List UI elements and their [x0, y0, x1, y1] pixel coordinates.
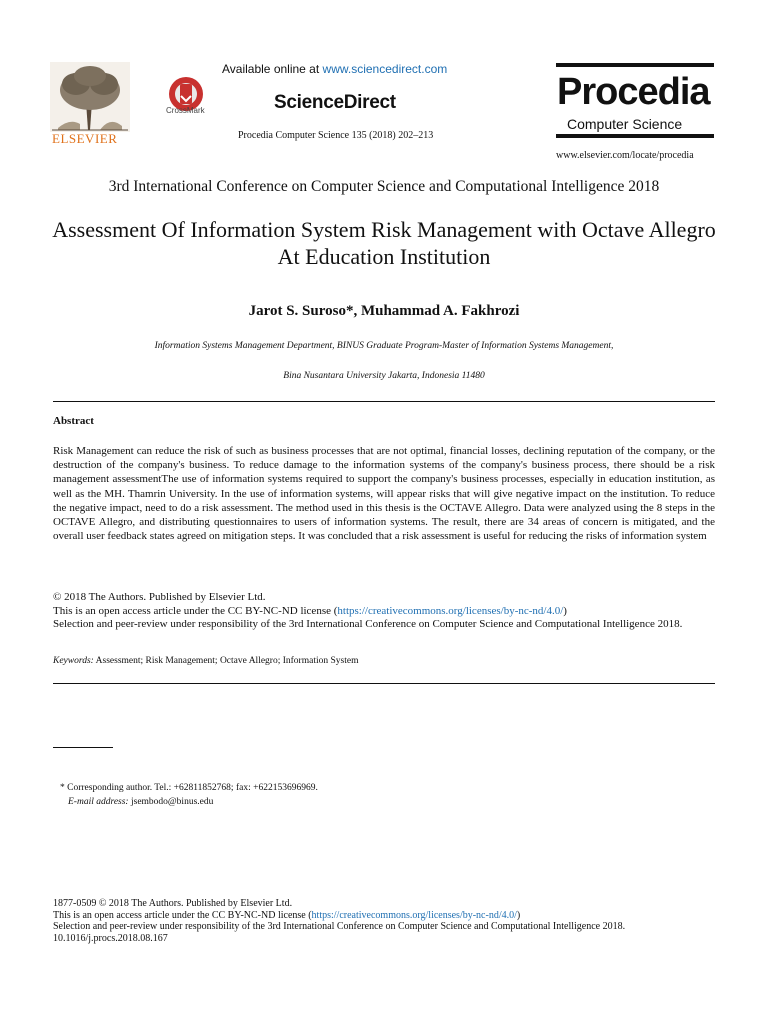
- copyright-block: [53, 591, 715, 632]
- journal-subtitle: Computer Science: [567, 116, 683, 132]
- issn-license-line: [53, 910, 715, 922]
- issn-block: [53, 898, 715, 945]
- crossmark-label: CrossMark: [166, 106, 205, 115]
- issn-line: 1877-0509 © 2018 The Authors. Published by Elsevier Ltd.: [53, 898, 293, 909]
- conference-name: 3rd International Conference on Computer Science and Computational Intelligence 2018: [108, 178, 660, 195]
- email-label: E-mail address:: [68, 797, 129, 807]
- sciencedirect-link[interactable]: www.sciencedirect.com: [322, 62, 448, 76]
- abstract-heading: Abstract: [53, 415, 94, 427]
- issn-license-suffix: ): [516, 909, 521, 921]
- paper-title: Assessment Of Information System Risk Management with Octave Allegro At Education Institution: [52, 217, 716, 269]
- journal-reference: Procedia Computer Science 135 (2018) 202–213: [238, 130, 434, 141]
- publisher-wordmark: ELSEVIER: [52, 131, 118, 146]
- platform-name: ScienceDirect: [274, 92, 396, 113]
- copyright-line: © 2018 The Authors. Published by Elsevier Ltd.: [53, 591, 266, 603]
- keywords-label: Keywords:: [53, 656, 94, 666]
- authors: Jarot S. Suroso*, Muhammad A. Fakhrozi: [248, 303, 520, 319]
- affiliation-line-1: Information Systems Management Department, BINUS Graduate Program-Master of Information Systems Management,: [154, 341, 614, 351]
- license-line: [53, 605, 715, 619]
- issn-license-link[interactable]: https://creativecommons.org/licenses/by-nc-nd/4.0/: [311, 909, 517, 921]
- issn-peer-review: Selection and peer-review under responsibility of the 3rd International Conference on Computer Science and Computational Intelligence 2018.: [53, 921, 626, 933]
- license-link[interactable]: https://creativecommons.org/licenses/by-nc-nd/4.0/: [337, 604, 564, 617]
- issn-license-prefix: This is an open access article under the CC BY-NC-ND license (: [53, 909, 312, 921]
- peer-review-line: Selection and peer-review under responsibility of the 3rd International Conference on Computer Science and Computational Intelligence 2018.: [53, 618, 683, 630]
- keywords: [53, 656, 358, 666]
- license-prefix: This is an open access article under the CC BY-NC-ND license (: [53, 604, 338, 617]
- journal-title: Procedia: [557, 71, 710, 113]
- footnote-rule: [53, 747, 113, 748]
- doi[interactable]: 10.1016/j.procs.2018.08.167: [53, 933, 168, 945]
- email-address[interactable]: jsembodo@binus.edu: [128, 797, 214, 807]
- license-suffix: ): [563, 604, 567, 617]
- abstract-body: Risk Management can reduce the risk of such as business processes that are not optimal, financial losses, declining reputation of the company, or the destruction of the company's business. To reduce damage to the information systems of the company's business process, there should be a risk management assessmentThe use of information systems required to support the company's business processes, especially in education institution, as well as the MH. Thamrin University. In the use of information systems, will appear risks that will give negative impact on the institution. To reduce the negative impact, need to do a risk assessment. The method used in this thesis is the OCTAVE Allegro. Data were analyzed using the 8 steps in the OCTAVE Allegro, and distributing questionnaires to users of information systems. The result, there are 34 areas of concern is mitigated, and the overall user feedback states agreed on mitigation steps. It was concluded that a risk assessment is useful for reducing the risks of information system: [53, 445, 715, 543]
- available-online-prefix: Available online at: [222, 62, 323, 76]
- keywords-list: Assessment; Risk Management; Octave Allegro; Information System: [93, 656, 359, 666]
- divider-top: [53, 401, 715, 402]
- divider-bottom: [53, 683, 715, 684]
- journal-url[interactable]: www.elsevier.com/locate/procedia: [556, 150, 694, 161]
- corresponding-author: * Corresponding author. Tel.: +62811852768; fax: +622153696969.: [60, 783, 318, 793]
- email-line: [68, 797, 213, 807]
- available-online: [222, 62, 447, 76]
- affiliation-line-2: Bina Nusantara University Jakarta, Indonesia 11480: [283, 371, 485, 381]
